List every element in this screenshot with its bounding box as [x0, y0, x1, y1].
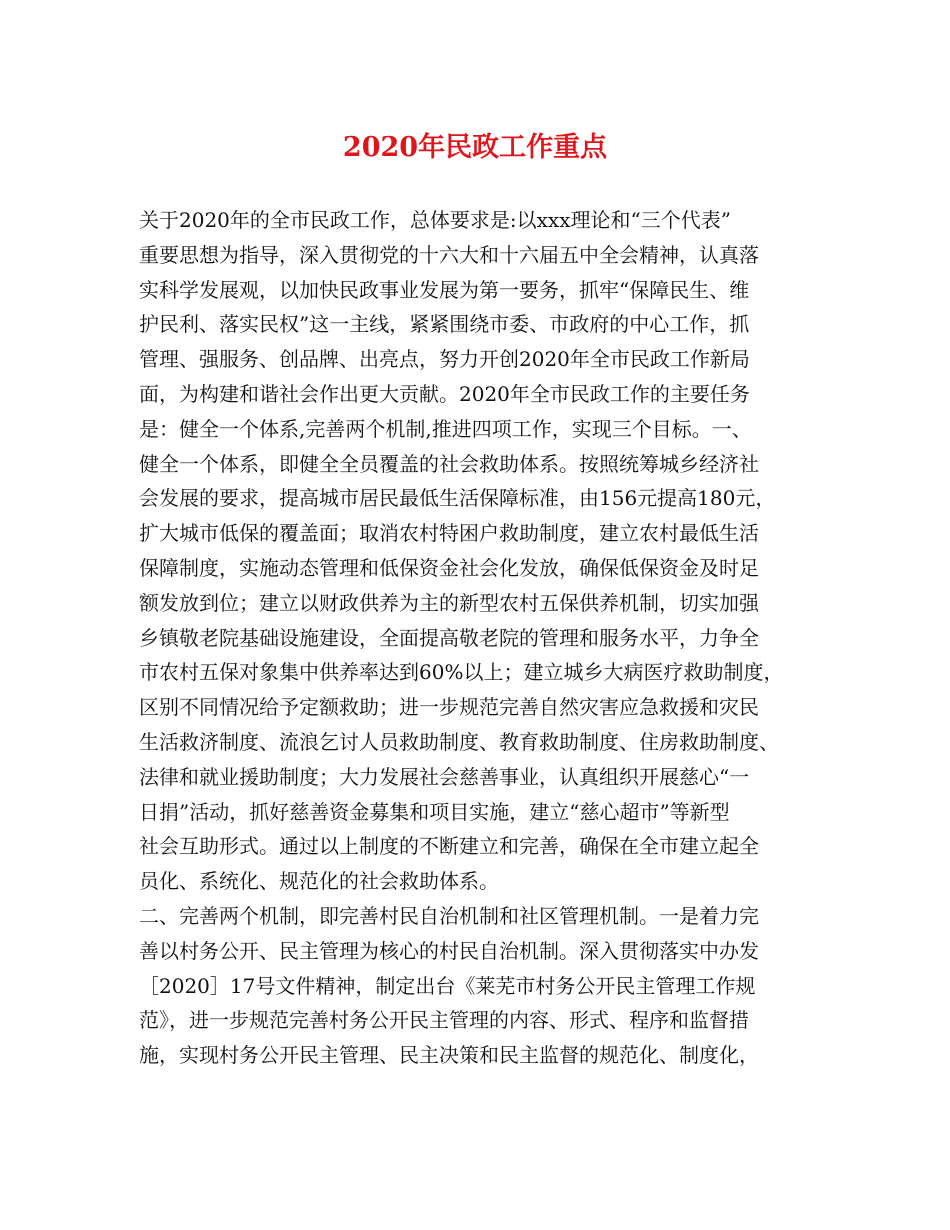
body-line: 二、完善两个机制，即完善村民自治机制和社区管理机制。一是着力完: [139, 903, 759, 928]
body-line: 护民利、落实民权”这一主线，紧紧围绕市委、市政府的中心工作，抓: [139, 312, 750, 337]
body-line: 是：健全一个体系,完善两个机制,推进四项工作，实现三个目标。一、: [139, 416, 752, 441]
body-line: 管理、强服务、创品牌、出亮点，努力开创2020年全市民政工作新局: [139, 347, 750, 372]
body-line: 社会互助形式。通过以上制度的不断建立和完善，确保在全市建立起全: [139, 834, 759, 859]
document-title: 2020年民政工作重点: [342, 132, 608, 163]
document-body: [139, 203, 819, 1073]
body-line: 员化、系统化、规范化的社会救助体系。: [139, 869, 499, 894]
body-line: 范》，进一步规范完善村务公开民主管理的内容、形式、程序和监督措: [139, 1008, 749, 1033]
body-line: 扩大城市低保的覆盖面；取消农村特困户救助制度，建立农村最低生活: [139, 521, 759, 546]
body-line: 法律和就业援助制度；大力发展社会慈善事业，认真组织开展慈心“一: [139, 764, 750, 789]
body-line: 关于2020年的全市民政工作，总体要求是:以xxx理论和“三个代表”: [139, 208, 731, 232]
body-line: 日捐”活动，抓好慈善资金募集和项目实施，建立“慈心超市”等新型: [139, 799, 730, 824]
body-line: 重要思想为指导，深入贯彻党的十六大和十六届五中全会精神，认真落: [139, 242, 759, 267]
body-line: 市农村五保对象集中供养率达到60%以上；建立城乡大病医疗救助制度，: [139, 660, 784, 685]
body-line: 施，实现村务公开民主管理、民主决策和民主监督的规范化、制度化，: [139, 1043, 759, 1068]
body-line: 会发展的要求，提高城市居民最低生活保障标准，由156元提高180元，: [139, 486, 776, 511]
body-line: 善以村务公开、民主管理为核心的村民自治机制。深入贯彻落实中办发: [139, 938, 759, 963]
body-line: 生活救济制度、流浪乞讨人员救助制度、教育救助制度、住房救助制度、: [139, 729, 779, 754]
body-line: 乡镇敬老院基础设施建设，全面提高敬老院的管理和服务水平，力争全: [139, 625, 759, 650]
body-line: 区别不同情况给予定额救助；进一步规范完善自然灾害应急救援和灾民: [139, 695, 759, 720]
body-line: 保障制度，实施动态管理和低保资金社会化发放，确保低保资金及时足: [139, 555, 759, 580]
body-line: 实科学发展观，以加快民政事业发展为第一要务，抓牢“保障民生、维: [139, 277, 750, 302]
body-line: ［2020］17号文件精神，制定出台《莱芜市村务公开民主管理工作规: [139, 973, 756, 998]
body-line: 健全一个体系，即健全全员覆盖的社会救助体系。按照统筹城乡经济社: [139, 451, 759, 476]
body-line: 额发放到位；建立以财政供养为主的新型农村五保供养机制，切实加强: [139, 590, 759, 615]
body-line: 面，为构建和谐社会作出更大贡献。2020年全市民政工作的主要任务: [139, 381, 750, 406]
